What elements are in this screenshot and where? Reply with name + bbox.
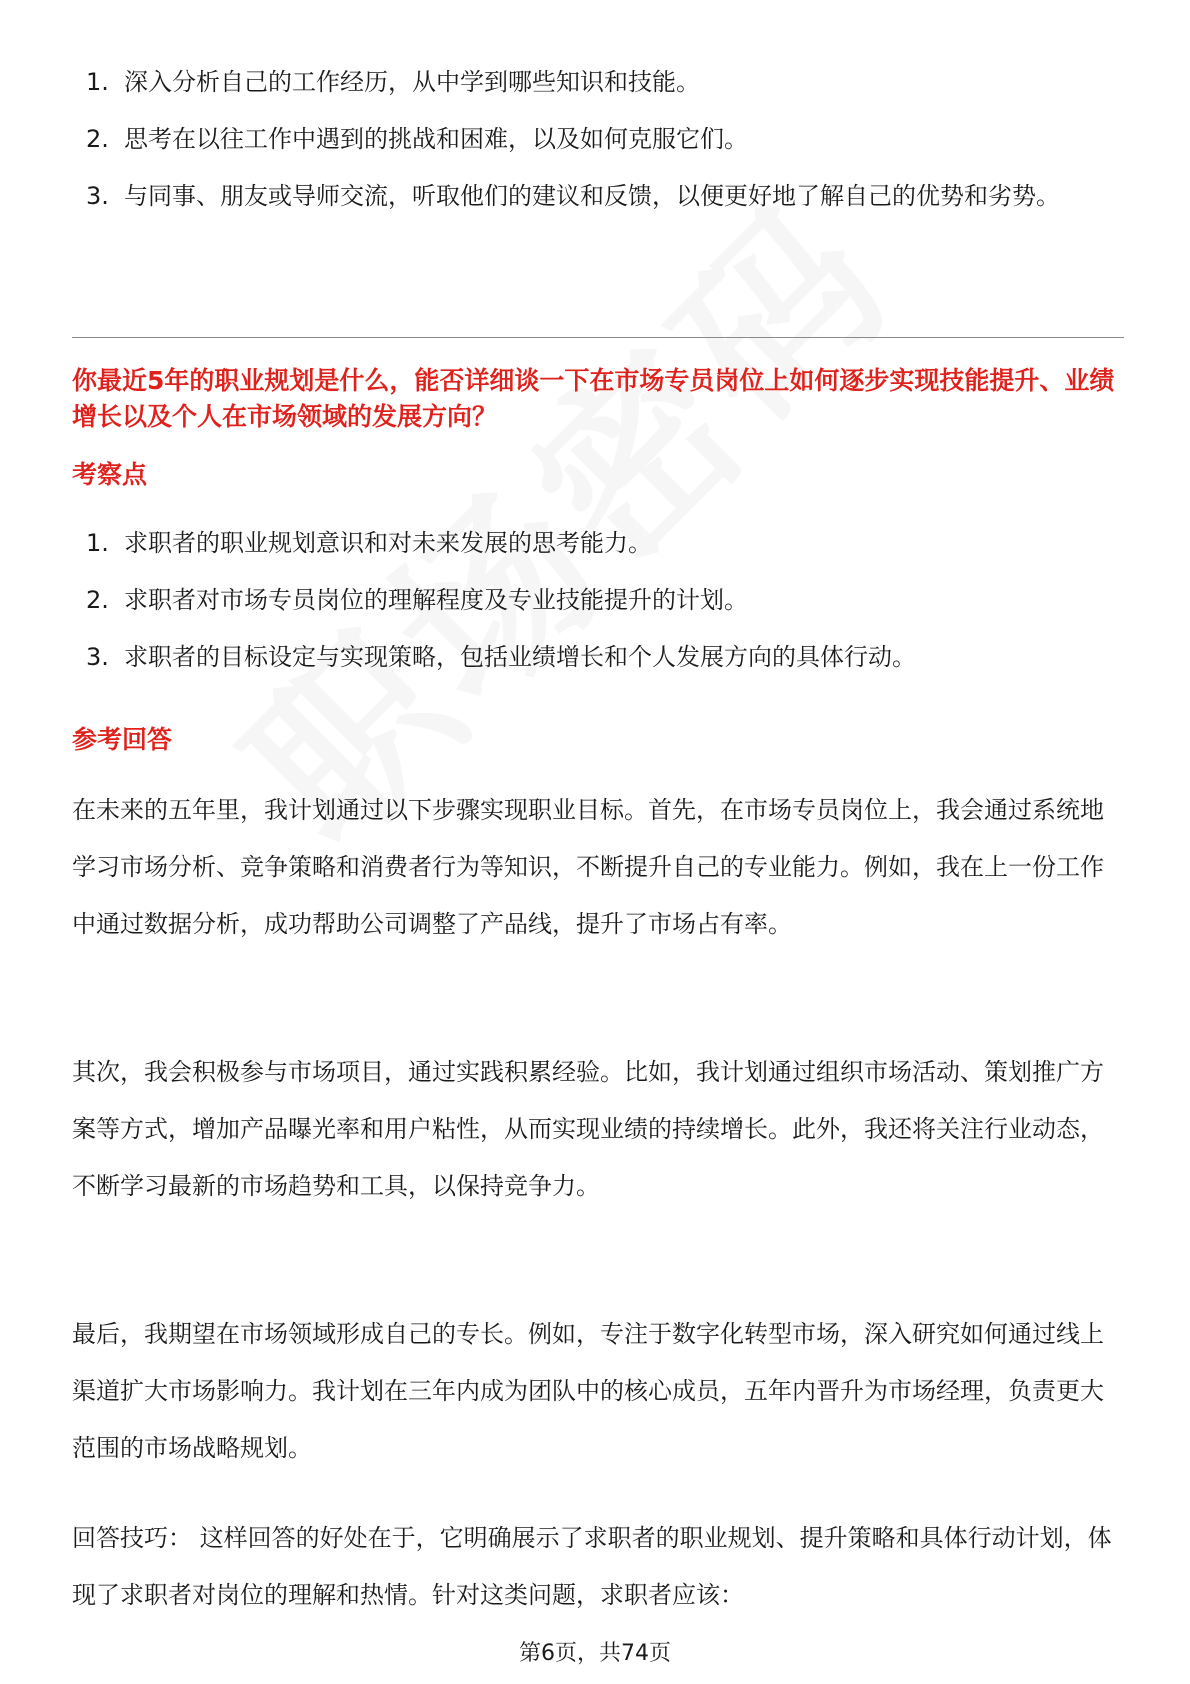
- list-number: 2.: [86, 586, 109, 614]
- list-number: 1.: [86, 68, 109, 96]
- focus-label: 考察点: [72, 460, 148, 489]
- focus-list: [72, 515, 1112, 686]
- list-number: 1.: [86, 529, 109, 557]
- answer-label: 参考回答: [72, 725, 173, 754]
- list-item: [72, 168, 1112, 225]
- watermark: [180, 134, 939, 893]
- list-item: [72, 54, 1112, 111]
- list-text: 与同事、朋友或导师交流，听取他们的建议和反馈，以便更好地了解自己的优势和劣势。: [124, 182, 1060, 210]
- list-text: 求职者的职业规划意识和对未来发展的思考能力。: [124, 529, 652, 557]
- answer-tips-paragraph: 回答技巧： 这样回答的好处在于，它明确展示了求职者的职业规划、提升策略和具体行动计划，体现了求职者对岗位的理解和热情。针对这类问题，求职者应该：: [72, 1524, 1112, 1609]
- list-item: [72, 629, 1112, 686]
- list-text: 求职者对市场专员岗位的理解程度及专业技能提升的计划。: [124, 586, 748, 614]
- list-text: 深入分析自己的工作经历，从中学到哪些知识和技能。: [124, 68, 700, 96]
- list-text: 求职者的目标设定与实现策略，包括业绩增长和个人发展方向的具体行动。: [124, 643, 916, 671]
- list-number: 2.: [86, 125, 109, 153]
- answer-paragraph: 其次，我会积极参与市场项目，通过实践积累经验。比如，我计划通过组织市场活动、策划推广方案等方式，增加产品曝光率和用户粘性，从而实现业绩的持续增长。此外，我还将关注行业动态，不断学习最新的市场趋势和工具，以保持竞争力。: [72, 1058, 1104, 1200]
- question-heading: 你最近5年的职业规划是什么，能否详细谈一下在市场专员岗位上如何逐步实现技能提升、业绩增长以及个人在市场领域的发展方向？: [72, 366, 1115, 431]
- answer-paragraph: 最后，我期望在市场领域形成自己的专长。例如，专注于数字化转型市场，深入研究如何通过线上渠道扩大市场影响力。我计划在三年内成为团队中的核心成员，五年内晋升为市场经理，负责更大范围的市场战略规划。: [72, 1320, 1104, 1462]
- list-item: [72, 572, 1112, 629]
- section-divider: [72, 337, 1124, 338]
- list-text: 思考在以往工作中遇到的挑战和困难，以及如何克服它们。: [124, 125, 748, 153]
- list-number: 3.: [86, 182, 109, 210]
- list-item: [72, 515, 1112, 572]
- list-item: [72, 111, 1112, 168]
- answer-paragraph: 在未来的五年里，我计划通过以下步骤实现职业目标。首先，在市场专员岗位上，我会通过系统地学习市场分析、竞争策略和消费者行为等知识，不断提升自己的专业能力。例如，我在上一份工作中通过数据分析，成功帮助公司调整了产品线，提升了市场占有率。: [72, 796, 1104, 938]
- page-number: 第6页，共74页: [519, 1641, 671, 1666]
- list-number: 3.: [86, 643, 109, 671]
- intro-list: [72, 54, 1112, 225]
